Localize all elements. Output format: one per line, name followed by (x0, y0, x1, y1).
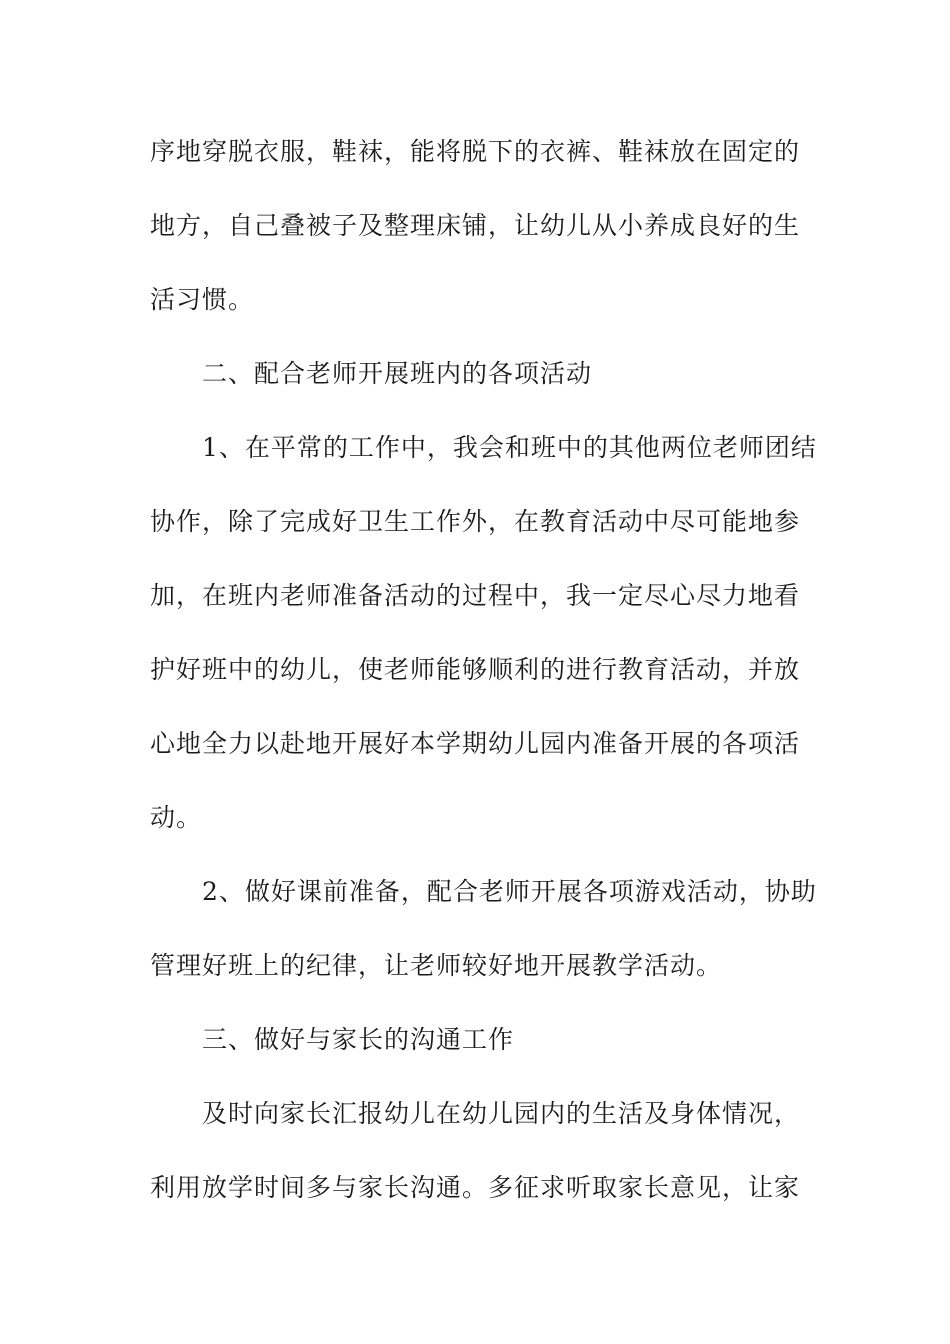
text-line: 活习惯。 (150, 285, 255, 314)
text-line: 及时向家长汇报幼儿在幼儿园内的生活及身体情况， (202, 1099, 801, 1128)
text-line: 1、在平常的工作中，我会和班中的其他两位老师团结 (202, 433, 817, 462)
text-line: 护好班中的幼儿，使老师能够顺利的进行教育活动，并放 (150, 655, 801, 684)
section-heading: 二、配合老师开展班内的各项活动 (202, 359, 593, 388)
text-line: 加，在班内老师准备活动的过程中，我一定尽心尽力地看 (150, 581, 801, 610)
text-line: 协作，除了完成好卫生工作外，在教育活动中尽可能地参 (150, 507, 801, 536)
text-line: 利用放学时间多与家长沟通。多征求听取家长意见，让家 (150, 1173, 801, 1202)
text-line: 管理好班上的纪律，让老师较好地开展教学活动。 (150, 951, 723, 980)
section-heading: 三、做好与家长的沟通工作 (202, 1025, 515, 1054)
text-line: 2、做好课前准备，配合老师开展各项游戏活动，协助 (202, 877, 817, 906)
text-line: 地方，自己叠被子及整理床铺，让幼儿从小养成良好的生 (150, 211, 801, 240)
document-body (150, 122, 817, 1232)
text-line: 心地全力以赴地开展好本学期幼儿园内准备开展的各项活 (150, 729, 801, 758)
text-line: 序地穿脱衣服，鞋袜，能将脱下的衣裤、鞋袜放在固定的 (150, 137, 801, 166)
text-line: 动。 (150, 803, 203, 832)
